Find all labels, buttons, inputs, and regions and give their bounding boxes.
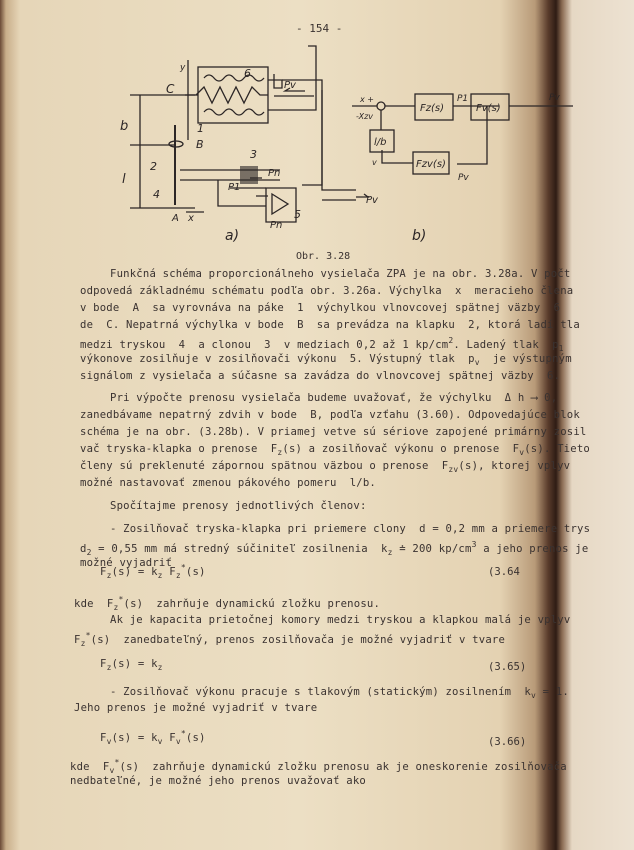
label-pv-b: Pv <box>549 93 560 103</box>
text-segment: (s) a zosilňovač výkonu o prenose F <box>282 443 520 455</box>
text-segment: (s) zahrňuje dynamickú zložku prenosu ak je oneskorenie zosilňovača <box>119 761 567 773</box>
label-fv: Fv(s) <box>476 103 501 114</box>
text-segment: Jeho prenos je možné vyjadriť v tvare <box>74 702 318 714</box>
label-fz: Fz(s) <box>420 103 445 114</box>
text-segment: F <box>162 732 176 744</box>
text-line <box>110 392 557 404</box>
subscript: v <box>531 691 537 700</box>
text-segment: (s), ktorej vplyv <box>458 460 571 472</box>
page-number: - 154 - <box>296 22 343 35</box>
superscript: * <box>180 563 186 572</box>
text-segment: d <box>80 543 87 555</box>
text-line <box>80 540 588 557</box>
label-p1: P1 <box>228 182 241 193</box>
feedback-path <box>457 106 487 164</box>
subscript: z <box>175 571 181 580</box>
text-line <box>80 426 587 438</box>
summing-junction <box>377 102 385 110</box>
text-segment: možné nastavovať zmenou pákového pomeru l/b. <box>80 477 377 489</box>
label-pv-feedback: Pv <box>458 173 469 183</box>
label-l-dimension: l <box>122 172 126 187</box>
text-segment: (s) = k <box>111 566 158 578</box>
text-segment: de C. Nepatrná výchylka v bode B sa prevádza na klapku 2, ktorá ladí tla <box>80 319 580 331</box>
subscript: v <box>106 737 112 746</box>
text-segment: vač tryska-klapka o prenose F <box>80 443 278 455</box>
text-segment: . Ladený tlak p <box>453 339 559 351</box>
figure-3-28 <box>0 0 634 260</box>
text-line <box>100 563 206 580</box>
amplifier-triangle <box>272 194 288 214</box>
text-segment: (s) zahrňuje dynamickú zložku prenosu. <box>123 598 381 610</box>
text-line <box>110 500 367 512</box>
subscript: zv <box>448 465 459 474</box>
superscript: 3 <box>471 540 477 549</box>
subscript: z <box>106 663 112 672</box>
text-segment: v bode A sa vyrovnáva na páke 1 výchylkou vlnovcovej spätnej väzby 6 <box>80 302 561 314</box>
subscript: v <box>109 766 115 775</box>
text-segment: (s). Tieto <box>524 443 590 455</box>
subscript: z <box>157 571 163 580</box>
label-c: C <box>166 82 175 96</box>
text-segment: (s) <box>185 566 206 578</box>
text-line <box>70 758 567 775</box>
text-segment: = 0,55 mm má stredný súčiniteľ zosilnenia k <box>91 543 388 555</box>
output-line <box>322 90 356 200</box>
text-segment: medzi tryskou 4 a clonou 3 v medziach 0,2 až 1 kp/cm <box>80 339 449 351</box>
text-line <box>74 702 317 714</box>
subscript: z <box>277 448 283 457</box>
text-segment: možné vyjadriť <box>80 557 173 569</box>
label-pn-bottom: Pn <box>270 220 283 231</box>
text-line <box>80 353 572 367</box>
text-line <box>80 477 376 489</box>
text-line <box>70 775 366 787</box>
superscript: 2 <box>448 336 454 345</box>
subscript: z <box>80 639 86 648</box>
text-line <box>74 595 380 612</box>
label-2: 2 <box>150 160 157 173</box>
text-line <box>80 370 560 382</box>
label-y: y <box>180 63 186 73</box>
text-segment: a jeho prenos je <box>476 543 589 555</box>
superscript: * <box>180 729 186 738</box>
text-segment: Spočítajme prenosy jednotlivých členov: <box>110 500 367 512</box>
text-segment: - Zosilňovač výkonu pracuje s tlakovým (statickým) zosilnením k <box>110 686 531 698</box>
subscript: z <box>106 571 112 580</box>
label-pn-top: Pn <box>268 168 281 179</box>
text-line <box>80 460 570 474</box>
text-line <box>110 523 590 535</box>
label-A: A <box>172 213 179 224</box>
equation-number: (3.64 <box>488 566 520 578</box>
equation-number: (3.65) <box>488 661 527 673</box>
label-1: 1 <box>197 122 204 135</box>
label-x-feedback: -Xzv <box>356 112 374 121</box>
text-line <box>80 443 590 457</box>
text-segment: Ak je kapacita prietočnej komory medzi tryskou a klapkou malá je vplyv <box>110 614 571 626</box>
spring <box>196 87 268 103</box>
subscript: z <box>113 603 119 612</box>
subscript: 1 <box>558 344 564 353</box>
subscript: z <box>157 663 163 672</box>
text-segment: kde F <box>74 598 114 610</box>
text-line <box>100 729 206 746</box>
text-line <box>100 658 163 672</box>
superscript: * <box>85 631 91 640</box>
bellows-bottom <box>204 109 264 115</box>
text-segment: (s) = k <box>111 658 158 670</box>
text-line <box>80 409 580 421</box>
text-segment: (s) zanedbateľný, prenos zosilňovača je možné vyjadriť v tvare <box>90 634 506 646</box>
text-line <box>80 336 564 353</box>
diagram-b-block-diagram <box>352 94 573 174</box>
label-B: B <box>196 138 204 151</box>
text-line <box>80 319 580 331</box>
label-part-a: a) <box>225 228 240 244</box>
equation-number: (3.66) <box>488 736 527 748</box>
text-segment: ≐ 200 kp/cm <box>392 543 472 555</box>
subscript: z <box>387 548 393 557</box>
subscript: v <box>474 358 480 367</box>
label-part-b: b) <box>412 228 427 244</box>
label-v: v <box>372 158 377 167</box>
text-segment: výkonove zosilňuje v zosilňovači výkonu 5. Výstupný tlak p <box>80 353 475 365</box>
text-segment: je výstupným <box>479 353 572 365</box>
label-x-input: x + <box>360 95 374 104</box>
text-segment: (s) <box>185 732 206 744</box>
superscript: * <box>118 595 124 604</box>
label-pv-out: Pv <box>366 195 378 206</box>
label-pv-top: Pv <box>284 80 296 91</box>
label-p1-b: P1 <box>457 94 469 104</box>
text-segment: signálom z vysielača a súčasne sa zavádza do vlnovcovej spätnej väzby 6. <box>80 370 561 382</box>
text-line <box>110 614 570 626</box>
text-segment: odpovedá základnému schématu podľa obr. 3.26a. Výchylka x meracieho člena <box>80 285 574 297</box>
text-segment: F <box>100 658 107 670</box>
text-segment: Funkčná schéma proporcionálneho vysielača ZPA je na obr. 3.28a. V počt <box>110 268 571 280</box>
text-segment: zanedbávame nepatrný zdvih v bode B, podľa vzťahu (3.60). Odpovedajúce blok <box>80 409 580 421</box>
label-3: 3 <box>250 148 257 161</box>
nozzle-line <box>180 170 280 180</box>
text-segment: = 1. <box>536 686 569 698</box>
orifice-3 <box>240 166 258 184</box>
bellows-top <box>204 75 264 81</box>
label-5: 5 <box>294 208 301 221</box>
text-segment: - Zosilňovač tryska-klapka pri priemere clony d = 0,2 mm a priemere trys <box>110 523 591 535</box>
label-6: 6 <box>244 67 251 80</box>
text-segment: F <box>100 732 107 744</box>
label-b-dimension: b <box>120 119 129 134</box>
text-segment: Pri výpočte prenosu vysielača budeme uvažovať, že výchylku Δ h ⟶ 0, <box>110 392 558 404</box>
subscript: v <box>175 737 181 746</box>
text-segment: F <box>74 634 81 646</box>
figure-caption: Obr. 3.28 <box>296 251 351 262</box>
text-segment: členy sú preklenuté zápornou spätnou väzbou o prenose F <box>80 460 449 472</box>
text-line <box>110 686 569 700</box>
text-line <box>80 302 560 314</box>
text-segment: (s) = k <box>111 732 158 744</box>
label-fzv: Fzv(s) <box>416 159 446 170</box>
text-segment: nedbateľné, je možné jeho prenos uvažovať ako <box>70 775 367 787</box>
superscript: * <box>114 758 120 767</box>
subscript: v <box>519 448 525 457</box>
label-4: 4 <box>153 188 160 201</box>
text-line <box>74 631 505 648</box>
text-segment: F <box>100 566 107 578</box>
text-line <box>80 285 573 297</box>
label-x: x <box>188 213 194 224</box>
text-segment: schéma je na obr. (3.28b). V priamej vetve sú sériove zapojené primárny zosil <box>80 426 587 438</box>
subscript: 2 <box>86 548 92 557</box>
text-line <box>110 268 570 280</box>
text-segment: kde F <box>70 761 110 773</box>
amplifier-5 <box>266 188 296 222</box>
text-segment: F <box>162 566 176 578</box>
subscript: v <box>157 737 163 746</box>
label-lb: l/b <box>374 137 387 148</box>
